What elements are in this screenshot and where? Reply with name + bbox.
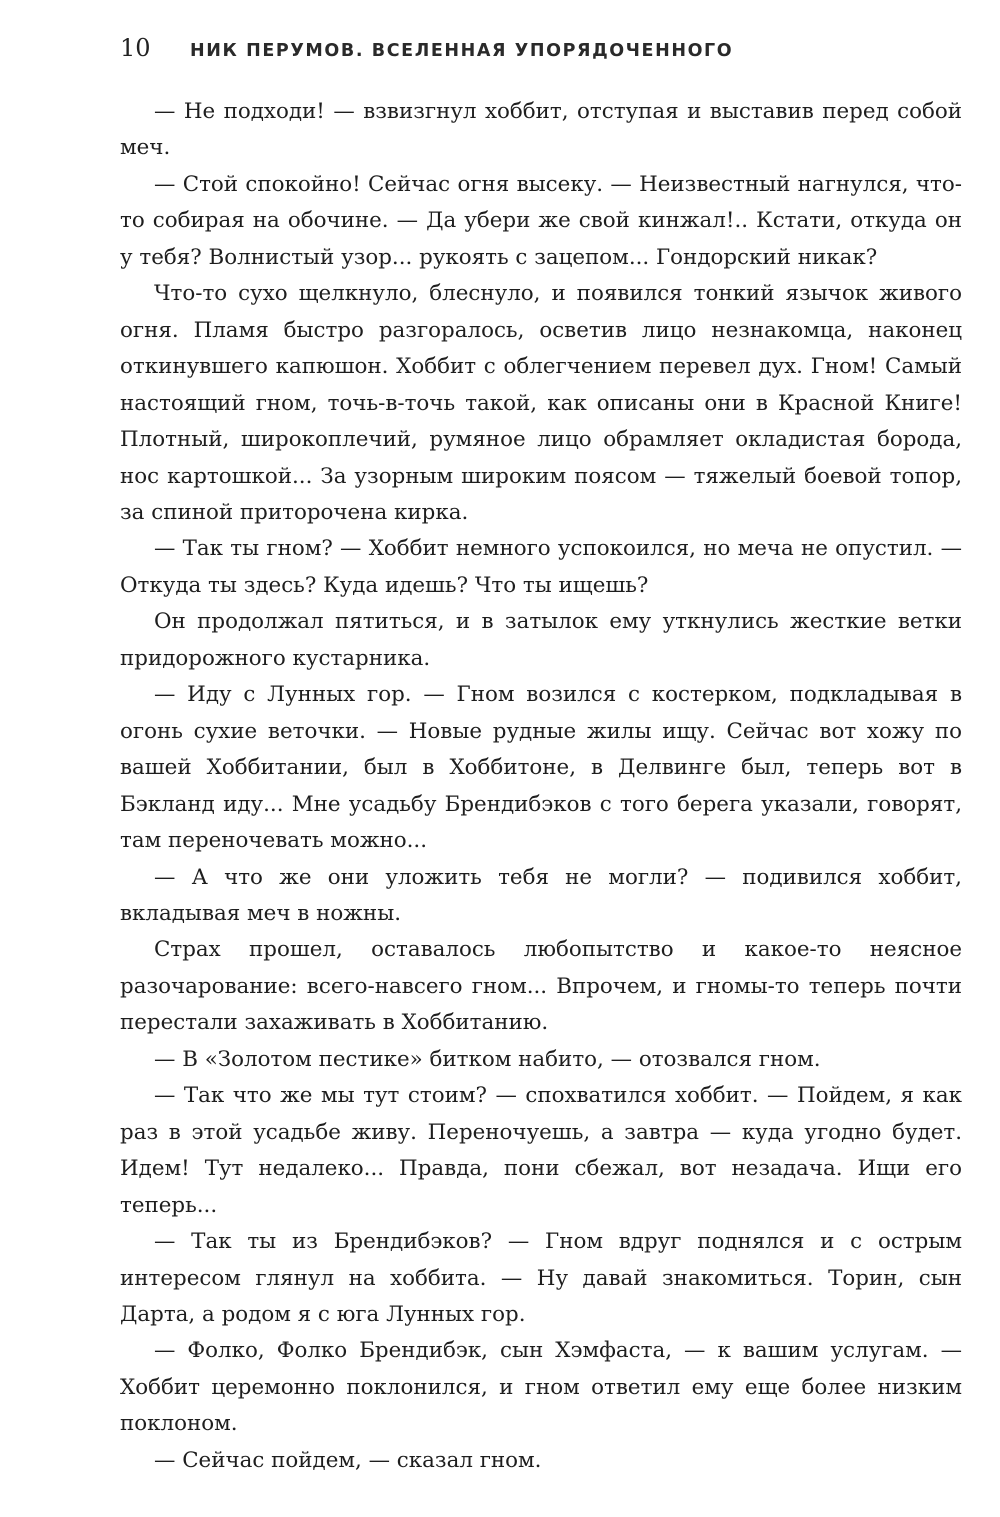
paragraph: — Фолко, Фолко Брендибэк, сын Хэмфаста, — к вашим услугам. — Хоббит церемонно поклонился, и гном ответил ему еще более низким поклоном. [120, 1338, 962, 1437]
paragraph: Страх прошел, оставалось любопытство и какое-то неясное разочарование: всего-навсего гном... Впрочем, и гномы-то теперь почти перестали захаживать в Хоббитанию. [120, 937, 962, 1036]
page-number: 10 [120, 34, 151, 62]
paragraph: — Так ты из Брендибэков? — Гном вдруг поднялся и с острым интересом глянул на хоббита. — Ну давай знакомиться. Торин, сын Дарта, а родом я с юга Лунных гор. [120, 1229, 962, 1327]
paragraph: — Не подходи! — взвизгнул хоббит, отступая и выставив перед собой меч. [120, 99, 962, 161]
paragraph: — В «Золотом пестике» битком набито, — отозвался гном. [154, 1046, 821, 1072]
running-head [120, 34, 960, 68]
paragraph: — Сейчас пойдем, — сказал гном. [154, 1447, 542, 1473]
paragraph: — Так ты гном? — Хоббит немного успокоился, но меча не опустил. — Откуда ты здесь? Куда идешь? Что ты ищешь? [120, 536, 962, 598]
running-head-title: НИК ПЕРУМОВ. ВСЕЛЕННАЯ УПОРЯДОЧЕННОГО [190, 41, 734, 61]
body-text [120, 94, 962, 1479]
paragraph: — Так что же мы тут стоим? — спохватился хоббит. — Пойдем, я как раз в этой усадьбе живу. Переночуешь, а завтра — куда угодно будет. Идем! Тут недалеко... Правда, пони сбежал, вот незадача. Ищи его теперь... [120, 1083, 962, 1218]
paragraph: — Стой спокойно! Сейчас огня высеку. — Неизвестный нагнулся, что-то собирая на обочине. — Да убери же свой кинжал!.. Кстати, откуда он у тебя? Волнистый узор... рукоять с зацепом... Гондорский никак? [120, 171, 962, 270]
paragraph: Он продолжал пятиться, и в затылок ему уткнулись жесткие ветки придорожного кустарника. [120, 609, 962, 671]
paragraph: Что-то сухо щелкнуло, блеснуло, и появился тонкий язычок живого огня. Пламя быстро разгоралось, осветив лицо незнакомца, наконец откинувшего капюшон. Хоббит с облегчением перевел дух. Гном! Самый настоящий гном, точь-в-точь такой, как описаны они в Красной Книге! Плотный, широкоплечий, румяное лицо обрамляет окладистая борода, нос картошкой... За узорным широким поясом — тяжелый боевой топор, за спиной приторочена кирка. [120, 281, 962, 525]
paragraph: — А что же они уложить тебя не могли? — подивился хоббит, вкладывая меч в ножны. [120, 864, 962, 926]
paragraph: — Иду с Лунных гор. — Гном возился с костерком, подкладывая в огонь сухие веточки. — Новые рудные жилы ищу. Сейчас вот хожу по вашей Хоббитании, был в Хоббитоне, в Делвинге был, теперь вот в Бэкланд иду... Мне усадьбу Брендибэков с того берега указали, говорят, там переночевать можно... [120, 682, 962, 854]
